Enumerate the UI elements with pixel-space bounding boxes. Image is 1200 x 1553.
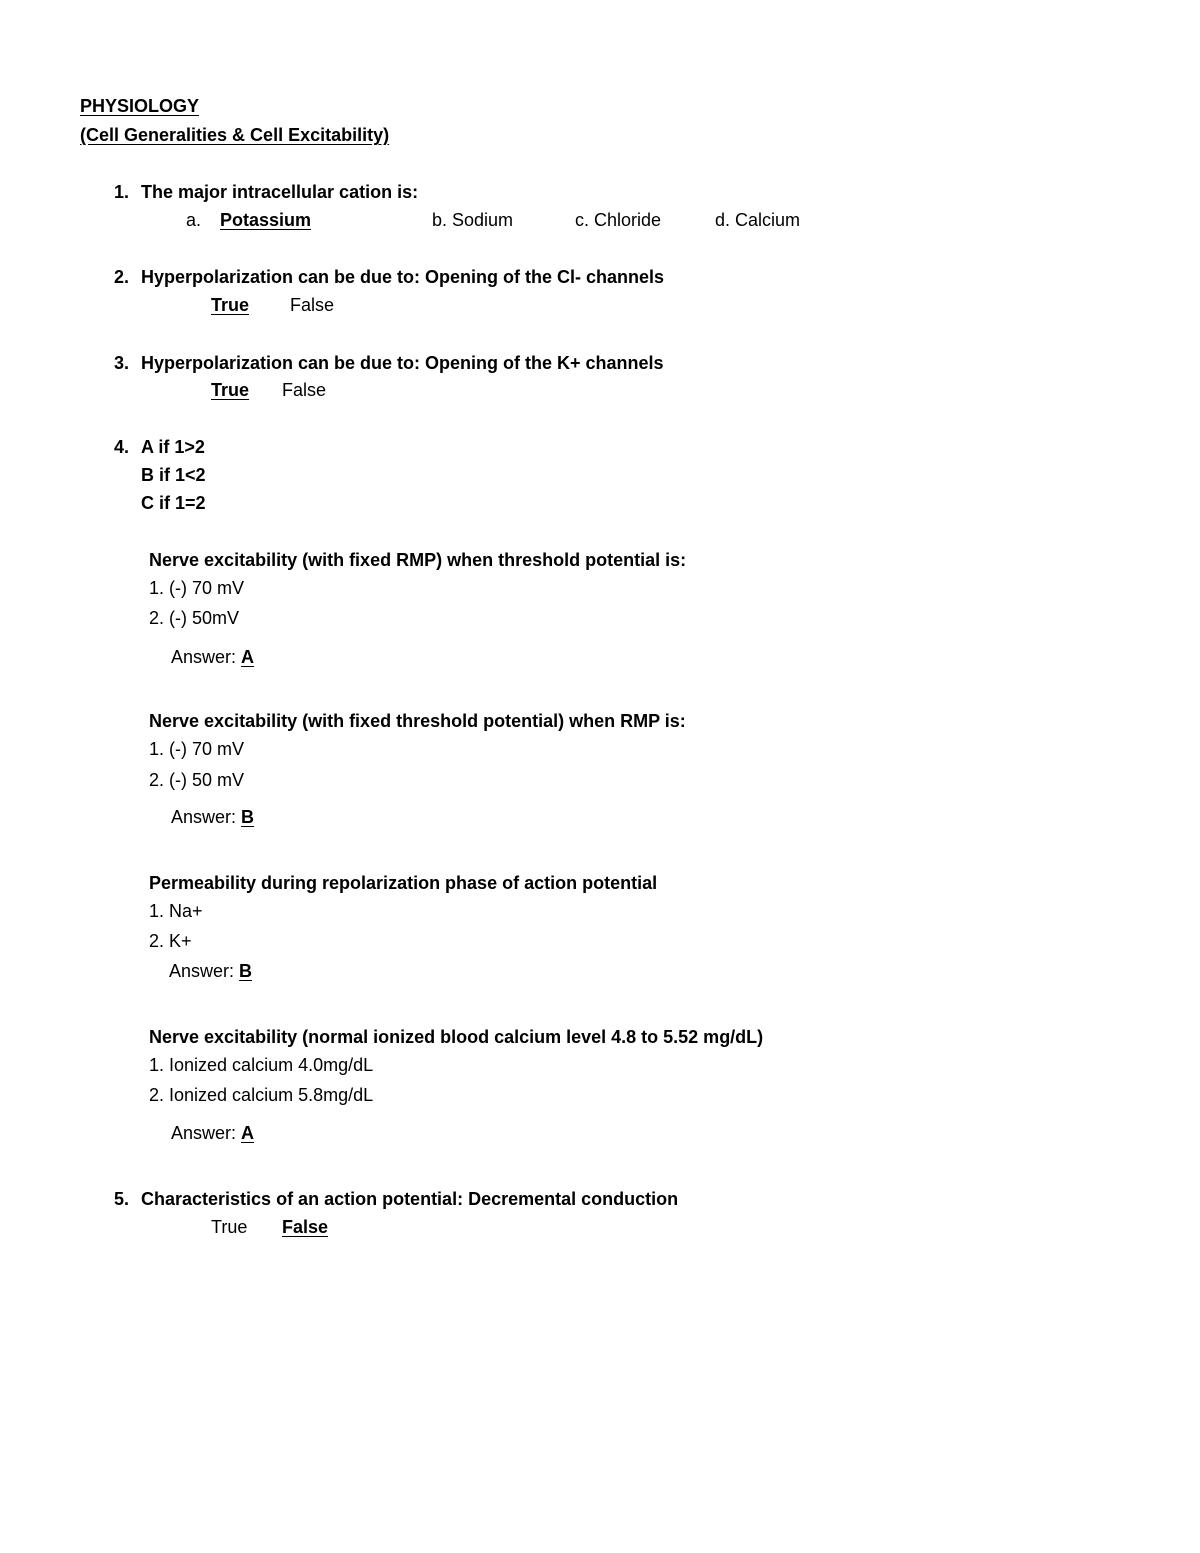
- q5-text: Characteristics of an action potential: Decremental conduction: [141, 1189, 679, 1209]
- q4-item-answer: [171, 646, 254, 668]
- q4-item-choice: 2. K+: [149, 931, 192, 951]
- q2-true-answer: True: [211, 295, 250, 315]
- q2-number: 2.: [114, 267, 130, 287]
- q5-true: True: [211, 1217, 248, 1237]
- q3-false: False: [282, 380, 327, 400]
- q3-number: 3.: [114, 353, 130, 373]
- q3-text: Hyperpolarization can be due to: Opening of the K+ channels: [141, 353, 664, 373]
- answer-prefix: Answer:: [171, 647, 237, 667]
- q1-option-a-answer: Potassium: [220, 210, 312, 230]
- q4-item-answer: [171, 806, 254, 828]
- q4-item-choice: 2. Ionized calcium 5.8mg/dL: [149, 1085, 374, 1105]
- q3-true-answer: True: [211, 380, 250, 400]
- q4-item-choice: 2. (-) 50mV: [149, 608, 240, 628]
- answer-prefix: Answer:: [169, 961, 235, 981]
- q4-rule: C if 1=2: [141, 493, 206, 513]
- q1-option-c: c. Chloride: [575, 210, 662, 230]
- q1-option-a-letter: a.: [186, 210, 202, 230]
- q2-text: Hyperpolarization can be due to: Opening of the Cl- channels: [141, 267, 665, 287]
- q1-number: 1.: [114, 182, 130, 202]
- q4-rule: A if 1>2: [141, 437, 205, 457]
- q4-item-stem: Nerve excitability (with fixed threshold potential) when RMP is:: [149, 711, 686, 731]
- answer-prefix: Answer:: [171, 807, 237, 827]
- answer-value: B: [241, 807, 255, 827]
- answer-value: A: [241, 647, 255, 667]
- q4-rule: B if 1<2: [141, 465, 206, 485]
- q4-item-choice: 1. Na+: [149, 901, 203, 921]
- answer-prefix: Answer:: [171, 1123, 237, 1143]
- q1-option-d: d. Calcium: [715, 210, 801, 230]
- q4-item-choice: 2. (-) 50 mV: [149, 770, 245, 790]
- answer-value: B: [239, 961, 253, 981]
- answer-value: A: [241, 1123, 255, 1143]
- q4-item-choice: 1. (-) 70 mV: [149, 578, 245, 598]
- document-topic: (Cell Generalities & Cell Excitability): [80, 125, 390, 145]
- document-subject: PHYSIOLOGY: [80, 96, 200, 116]
- q4-item-choice: 1. (-) 70 mV: [149, 739, 245, 759]
- q4-item-stem: Nerve excitability (normal ionized blood calcium level 4.8 to 5.52 mg/dL): [149, 1027, 764, 1047]
- q1-option-b: b. Sodium: [432, 210, 514, 230]
- q4-number: 4.: [114, 437, 130, 457]
- q5-number: 5.: [114, 1189, 130, 1209]
- q5-false-answer: False: [282, 1217, 329, 1237]
- q4-item-choice: 1. Ionized calcium 4.0mg/dL: [149, 1055, 374, 1075]
- q4-item-stem: Nerve excitability (with fixed RMP) when threshold potential is:: [149, 550, 687, 570]
- q2-false: False: [290, 295, 335, 315]
- q4-item-answer: [169, 960, 252, 982]
- q1-text: The major intracellular cation is:: [141, 182, 419, 202]
- q4-item-answer: [171, 1122, 254, 1144]
- q4-item-stem: Permeability during repolarization phase of action potential: [149, 873, 658, 893]
